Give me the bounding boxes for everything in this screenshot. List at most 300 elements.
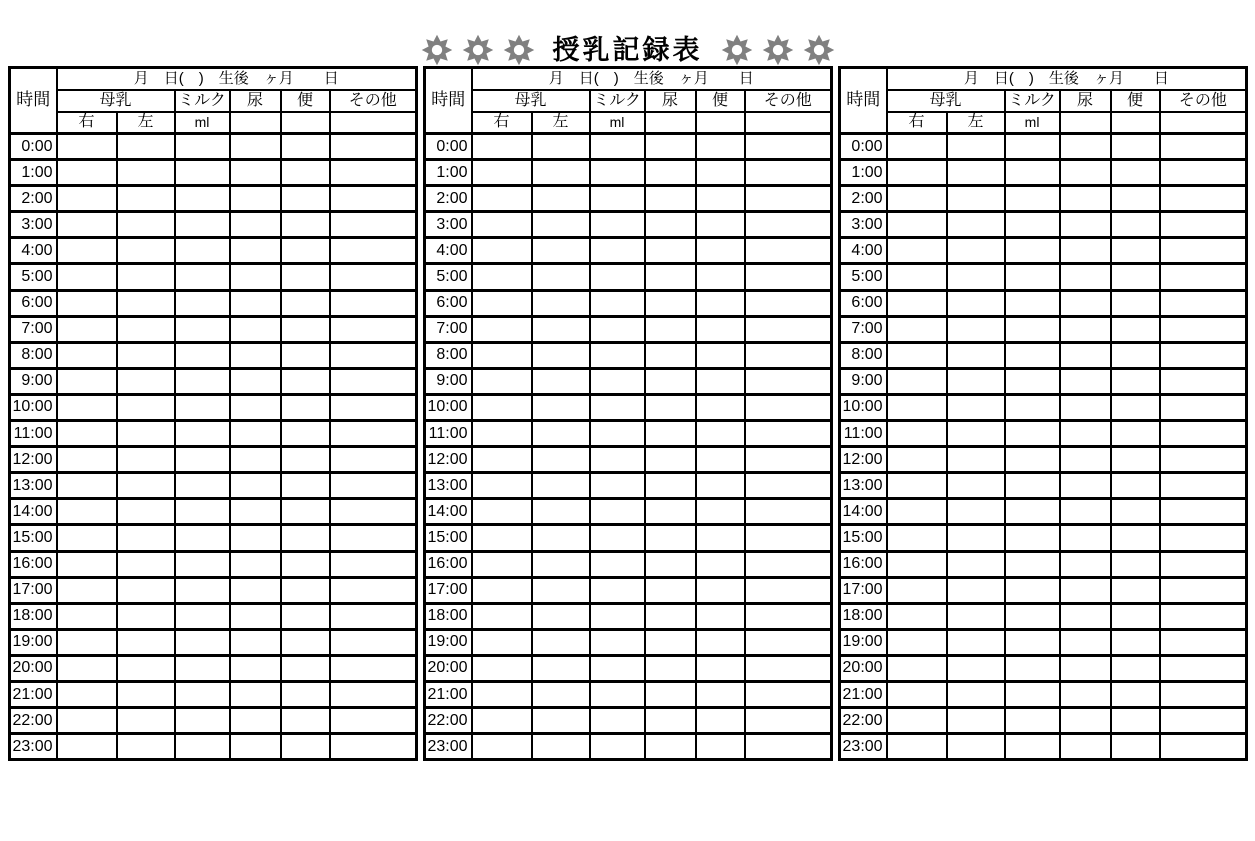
entry-cell	[590, 134, 645, 160]
entry-cell	[947, 708, 1005, 734]
entry-cell	[745, 186, 832, 212]
entry-cell	[281, 603, 330, 629]
hour-row	[425, 708, 832, 734]
entry-cell	[1060, 473, 1111, 499]
entry-cell	[696, 499, 745, 525]
time-label: 18:00	[10, 603, 57, 629]
entry-cell	[117, 734, 175, 760]
time-label: 10:00	[10, 394, 57, 420]
col-header-stool: 便	[281, 90, 330, 112]
entry-cell	[745, 290, 832, 316]
entry-cell	[1111, 551, 1160, 577]
entry-cell	[472, 499, 532, 525]
entry-cell	[887, 655, 947, 681]
entry-cell	[175, 134, 230, 160]
entry-cell	[645, 525, 696, 551]
entry-cell	[472, 734, 532, 760]
entry-cell	[947, 394, 1005, 420]
entry-cell	[1111, 447, 1160, 473]
entry-cell	[281, 499, 330, 525]
time-label: 13:00	[10, 473, 57, 499]
entry-cell	[57, 238, 117, 264]
hour-row	[840, 603, 1247, 629]
time-label: 18:00	[425, 603, 472, 629]
entry-cell	[175, 603, 230, 629]
time-label: 3:00	[840, 212, 887, 238]
entry-cell	[1005, 577, 1060, 603]
entry-cell	[117, 447, 175, 473]
entry-cell	[281, 160, 330, 186]
hour-row	[10, 681, 417, 707]
hour-row	[425, 655, 832, 681]
date-header: 月 日( ) 生後 ヶ月 日	[472, 68, 832, 90]
category-header-row	[840, 90, 1247, 112]
entry-cell	[1005, 473, 1060, 499]
col-subheader-other-empty	[1160, 112, 1247, 134]
entry-cell	[57, 342, 117, 368]
entry-cell	[696, 655, 745, 681]
entry-cell	[645, 629, 696, 655]
entry-cell	[590, 473, 645, 499]
entry-cell	[281, 551, 330, 577]
entry-cell	[230, 134, 281, 160]
time-label: 1:00	[425, 160, 472, 186]
entry-cell	[590, 290, 645, 316]
entry-cell	[175, 447, 230, 473]
entry-cell	[696, 447, 745, 473]
entry-cell	[590, 368, 645, 394]
time-label: 16:00	[10, 551, 57, 577]
entry-cell	[230, 499, 281, 525]
col-header-breast-milk: 母乳	[57, 90, 175, 112]
hour-row	[840, 577, 1247, 603]
entry-cell	[57, 290, 117, 316]
col-header-ml-unit: ml	[590, 112, 645, 134]
entry-cell	[1005, 655, 1060, 681]
entry-cell	[1160, 655, 1247, 681]
entry-cell	[532, 629, 590, 655]
entry-cell	[1005, 603, 1060, 629]
entry-cell	[57, 160, 117, 186]
entry-cell	[1060, 499, 1111, 525]
entry-cell	[330, 342, 417, 368]
entry-cell	[57, 734, 117, 760]
entry-cell	[117, 473, 175, 499]
entry-cell	[947, 655, 1005, 681]
entry-cell	[1160, 238, 1247, 264]
hour-row	[840, 134, 1247, 160]
col-header-breast-milk: 母乳	[887, 90, 1005, 112]
entry-cell	[887, 499, 947, 525]
entry-cell	[117, 342, 175, 368]
entry-cell	[117, 212, 175, 238]
entry-cell	[645, 290, 696, 316]
feeding-record-table	[838, 66, 1248, 761]
entry-cell	[281, 316, 330, 342]
entry-cell	[696, 264, 745, 290]
entry-cell	[1160, 447, 1247, 473]
time-label: 21:00	[425, 681, 472, 707]
time-label: 2:00	[840, 186, 887, 212]
entry-cell	[1111, 499, 1160, 525]
feeding-record-table	[8, 66, 418, 761]
time-label: 11:00	[425, 421, 472, 447]
entry-cell	[472, 134, 532, 160]
subheader-row	[10, 112, 417, 134]
entry-cell	[590, 212, 645, 238]
col-subheader-stool-empty	[281, 112, 330, 134]
entry-cell	[230, 290, 281, 316]
entry-cell	[696, 316, 745, 342]
entry-cell	[590, 577, 645, 603]
entry-cell	[1160, 394, 1247, 420]
col-header-formula: ミルク	[590, 90, 645, 112]
entry-cell	[472, 629, 532, 655]
entry-cell	[330, 368, 417, 394]
entry-cell	[1160, 290, 1247, 316]
entry-cell	[745, 368, 832, 394]
entry-cell	[230, 160, 281, 186]
time-label: 14:00	[425, 499, 472, 525]
entry-cell	[1005, 290, 1060, 316]
entry-cell	[532, 499, 590, 525]
entry-cell	[175, 186, 230, 212]
hour-row	[10, 499, 417, 525]
entry-cell	[1005, 708, 1060, 734]
entry-cell	[175, 708, 230, 734]
entry-cell	[1111, 734, 1160, 760]
entry-cell	[745, 577, 832, 603]
hour-row	[840, 368, 1247, 394]
entry-cell	[887, 577, 947, 603]
entry-cell	[1160, 421, 1247, 447]
entry-cell	[1005, 316, 1060, 342]
time-label: 9:00	[425, 368, 472, 394]
entry-cell	[745, 708, 832, 734]
entry-cell	[57, 681, 117, 707]
entry-cell	[532, 473, 590, 499]
entry-cell	[532, 681, 590, 707]
hour-row	[10, 212, 417, 238]
time-label: 20:00	[10, 655, 57, 681]
entry-cell	[1111, 342, 1160, 368]
hour-row	[840, 342, 1247, 368]
entry-cell	[696, 238, 745, 264]
entry-cell	[230, 212, 281, 238]
entry-cell	[117, 577, 175, 603]
hour-row	[10, 734, 417, 760]
time-label: 19:00	[425, 629, 472, 655]
time-label: 23:00	[10, 734, 57, 760]
entry-cell	[175, 290, 230, 316]
entry-cell	[947, 316, 1005, 342]
entry-cell	[472, 421, 532, 447]
entry-cell	[947, 160, 1005, 186]
entry-cell	[645, 655, 696, 681]
entry-cell	[887, 473, 947, 499]
entry-cell	[1060, 238, 1111, 264]
entry-cell	[175, 238, 230, 264]
entry-cell	[696, 212, 745, 238]
hour-row	[10, 238, 417, 264]
date-header-row	[840, 68, 1247, 90]
entry-cell	[330, 734, 417, 760]
entry-cell	[947, 629, 1005, 655]
entry-cell	[645, 708, 696, 734]
time-label: 4:00	[425, 238, 472, 264]
feeding-record-table	[423, 66, 833, 761]
col-header-ml-unit: ml	[1005, 112, 1060, 134]
time-label: 12:00	[425, 447, 472, 473]
hour-row	[425, 551, 832, 577]
entry-cell	[330, 525, 417, 551]
entry-cell	[281, 629, 330, 655]
time-label: 8:00	[10, 342, 57, 368]
entry-cell	[645, 264, 696, 290]
hour-row	[10, 160, 417, 186]
entry-cell	[590, 499, 645, 525]
entry-cell	[947, 499, 1005, 525]
page-title-row	[0, 0, 1255, 66]
entry-cell	[1160, 734, 1247, 760]
time-label: 0:00	[840, 134, 887, 160]
entry-cell	[590, 734, 645, 760]
hour-row	[425, 238, 832, 264]
entry-cell	[532, 708, 590, 734]
col-header-right: 右	[472, 112, 532, 134]
entry-cell	[696, 421, 745, 447]
time-label: 8:00	[425, 342, 472, 368]
entry-cell	[532, 160, 590, 186]
entry-cell	[330, 264, 417, 290]
hour-row	[425, 212, 832, 238]
entry-cell	[947, 473, 1005, 499]
entry-cell	[1160, 473, 1247, 499]
entry-cell	[330, 499, 417, 525]
col-header-left: 左	[532, 112, 590, 134]
hour-row	[425, 577, 832, 603]
hour-row	[10, 290, 417, 316]
sun-star-icon	[762, 34, 794, 66]
entry-cell	[645, 134, 696, 160]
entry-cell	[696, 394, 745, 420]
time-label: 2:00	[425, 186, 472, 212]
entry-cell	[57, 551, 117, 577]
entry-cell	[1060, 421, 1111, 447]
entry-cell	[175, 551, 230, 577]
entry-cell	[230, 629, 281, 655]
entry-cell	[1160, 316, 1247, 342]
entry-cell	[230, 577, 281, 603]
entry-cell	[57, 708, 117, 734]
hour-row	[840, 734, 1247, 760]
entry-cell	[472, 394, 532, 420]
col-header-other: その他	[1160, 90, 1247, 112]
entry-cell	[696, 342, 745, 368]
entry-cell	[175, 655, 230, 681]
entry-cell	[745, 551, 832, 577]
entry-cell	[281, 421, 330, 447]
hour-row	[10, 447, 417, 473]
time-label: 2:00	[10, 186, 57, 212]
entry-cell	[696, 525, 745, 551]
entry-cell	[281, 447, 330, 473]
entry-cell	[117, 708, 175, 734]
entry-cell	[887, 525, 947, 551]
entry-cell	[281, 473, 330, 499]
entry-cell	[645, 316, 696, 342]
entry-cell	[745, 681, 832, 707]
time-label: 23:00	[425, 734, 472, 760]
entry-cell	[1111, 290, 1160, 316]
entry-cell	[472, 655, 532, 681]
entry-cell	[117, 316, 175, 342]
entry-cell	[117, 290, 175, 316]
title-stars-right	[721, 34, 835, 66]
entry-cell	[696, 734, 745, 760]
entry-cell	[1005, 681, 1060, 707]
time-label: 11:00	[10, 421, 57, 447]
entry-cell	[696, 473, 745, 499]
entry-cell	[1005, 134, 1060, 160]
entry-cell	[1005, 734, 1060, 760]
entry-cell	[590, 421, 645, 447]
sun-star-icon	[421, 34, 453, 66]
entry-cell	[947, 447, 1005, 473]
entry-cell	[281, 264, 330, 290]
entry-cell	[887, 551, 947, 577]
entry-cell	[472, 290, 532, 316]
entry-cell	[175, 499, 230, 525]
entry-cell	[1111, 473, 1160, 499]
entry-cell	[281, 394, 330, 420]
hour-row	[425, 290, 832, 316]
entry-cell	[117, 368, 175, 394]
entry-cell	[117, 186, 175, 212]
entry-cell	[1005, 264, 1060, 290]
entry-cell	[117, 394, 175, 420]
hour-row	[10, 368, 417, 394]
entry-cell	[887, 160, 947, 186]
entry-cell	[745, 316, 832, 342]
col-header-other: その他	[330, 90, 417, 112]
hour-row	[840, 681, 1247, 707]
time-label: 3:00	[425, 212, 472, 238]
entry-cell	[472, 447, 532, 473]
entry-cell	[281, 290, 330, 316]
entry-cell	[590, 551, 645, 577]
entry-cell	[645, 603, 696, 629]
entry-cell	[472, 473, 532, 499]
hour-row	[10, 421, 417, 447]
time-label: 20:00	[425, 655, 472, 681]
entry-cell	[1005, 551, 1060, 577]
time-label: 12:00	[840, 447, 887, 473]
entry-cell	[1111, 629, 1160, 655]
entry-cell	[1060, 264, 1111, 290]
entry-cell	[745, 342, 832, 368]
entry-cell	[590, 394, 645, 420]
entry-cell	[472, 264, 532, 290]
entry-cell	[1060, 603, 1111, 629]
col-header-time: 時間	[840, 68, 887, 134]
entry-cell	[175, 629, 230, 655]
entry-cell	[175, 316, 230, 342]
col-subheader-urine-empty	[1060, 112, 1111, 134]
entry-cell	[1160, 577, 1247, 603]
entry-cell	[745, 212, 832, 238]
entry-cell	[117, 134, 175, 160]
entry-cell	[887, 603, 947, 629]
entry-cell	[645, 342, 696, 368]
entry-cell	[590, 264, 645, 290]
entry-cell	[1111, 681, 1160, 707]
entry-cell	[887, 316, 947, 342]
col-header-ml-unit: ml	[175, 112, 230, 134]
entry-cell	[472, 160, 532, 186]
time-label: 0:00	[10, 134, 57, 160]
entry-cell	[1111, 160, 1160, 186]
entry-cell	[230, 551, 281, 577]
entry-cell	[1111, 316, 1160, 342]
entry-cell	[1111, 655, 1160, 681]
hour-row	[840, 238, 1247, 264]
entry-cell	[887, 342, 947, 368]
hour-row	[425, 681, 832, 707]
entry-cell	[696, 708, 745, 734]
entry-cell	[590, 186, 645, 212]
entry-cell	[330, 316, 417, 342]
time-label: 4:00	[840, 238, 887, 264]
entry-cell	[696, 681, 745, 707]
hour-row	[425, 264, 832, 290]
entry-cell	[281, 577, 330, 603]
entry-cell	[1060, 160, 1111, 186]
entry-cell	[745, 473, 832, 499]
entry-cell	[175, 342, 230, 368]
entry-cell	[745, 629, 832, 655]
entry-cell	[887, 421, 947, 447]
entry-cell	[230, 708, 281, 734]
col-header-stool: 便	[696, 90, 745, 112]
entry-cell	[117, 551, 175, 577]
entry-cell	[947, 134, 1005, 160]
entry-cell	[1111, 708, 1160, 734]
hour-row	[425, 342, 832, 368]
entry-cell	[230, 394, 281, 420]
entry-cell	[1111, 421, 1160, 447]
entry-cell	[175, 421, 230, 447]
entry-cell	[887, 134, 947, 160]
entry-cell	[1060, 681, 1111, 707]
time-label: 13:00	[425, 473, 472, 499]
entry-cell	[532, 734, 590, 760]
time-label: 16:00	[425, 551, 472, 577]
entry-cell	[1160, 525, 1247, 551]
entry-cell	[281, 681, 330, 707]
entry-cell	[1111, 134, 1160, 160]
entry-cell	[887, 394, 947, 420]
entry-cell	[57, 421, 117, 447]
entry-cell	[230, 186, 281, 212]
entry-cell	[532, 394, 590, 420]
entry-cell	[532, 212, 590, 238]
time-label: 21:00	[840, 681, 887, 707]
date-header-row	[10, 68, 417, 90]
col-header-urine: 尿	[1060, 90, 1111, 112]
time-label: 22:00	[10, 708, 57, 734]
entry-cell	[1060, 629, 1111, 655]
